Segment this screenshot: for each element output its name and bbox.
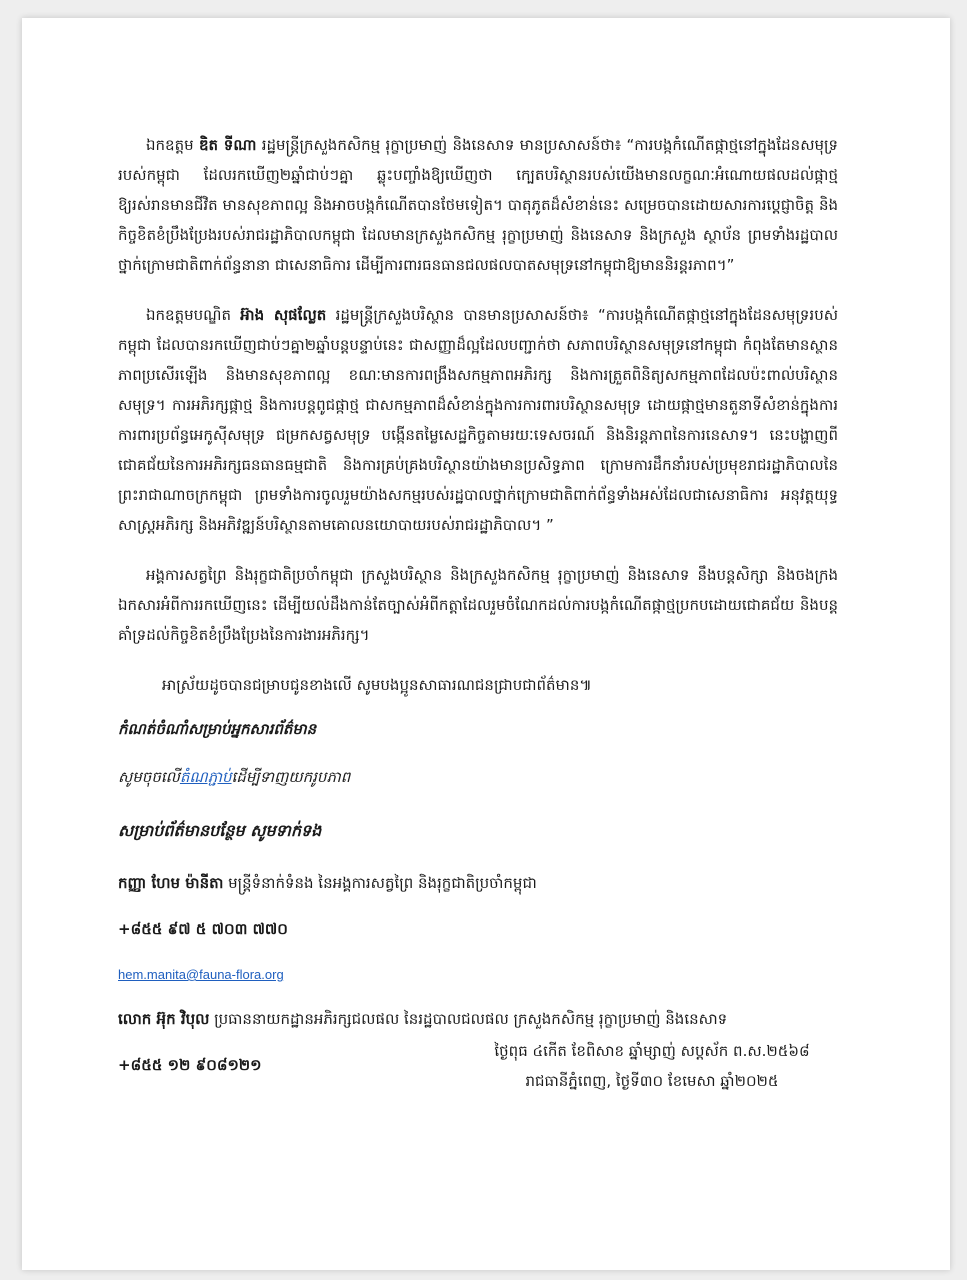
document-page: [22, 18, 950, 1270]
paragraph-text: រដ្ឋមន្ត្រីក្រសួងកសិកម្ម រុក្ខាប្រមាញ់ និងនេសាទ មានប្រសាសន៍ថា៖ “ការបង្កកំណើតផ្កាថ្មនៅក្នុងដែនសមុទ្ររបស់កម្ពុជា ដែលរកឃើញ២ឆ្នាំជាប់ៗគ្នា ឆ្លុះបញ្ចាំងឱ្យឃើញថា ក្បេតបរិស្ថានរបស់យើងមានលក្ខណៈអំណោយផលដល់ផ្កាថ្ម ឱ្យរស់រានមានជីវិត មានសុខភាពល្អ និងអាចបង្កកំណើតបានថែមទៀត។ បាតុភូតដ៏សំខាន់នេះ សម្រេចបានដោយសារការប្តេជ្ញាចិត្ត និងកិច្ចខិតខំប្រឹងប្រែងរបស់រាជរដ្ឋាភិបាលកម្ពុជា ដែលមានក្រសួងកសិកម្ម រុក្ខាប្រមាញ់ និងនេសាទ និងក្រសួង ស្ថាប័ន ព្រមទាំងរដ្ឋបាលថ្នាក់ក្រោមជាតិពាក់ព័ន្ធនានា ជាសេនាធិការ ដើម្បីការពារធនធានជលផលបាតសមុទ្រនៅកម្ពុជាឱ្យមាននិរន្តរភាព។”: [118, 136, 838, 274]
honorific: ឯកឧត្តមបណ្ឌិត: [146, 306, 241, 324]
note-prefix: សូមចុចលើ: [118, 768, 180, 786]
contact-name: កញ្ញា ហែម ម៉ានីតា: [118, 874, 224, 892]
contact-role: មន្ត្រីទំនាក់ទំនង នៃអង្គការសត្វព្រៃ និងរុក្ខជាតិប្រចាំកម្ពុជា: [223, 874, 537, 892]
lunar-date: ថ្ងៃពុធ ៤កើត ខែពិសាខ ឆ្នាំម្សាញ់ សប្តស័ក ព.ស.២៥៦៨: [494, 1042, 810, 1060]
solar-date: រាជធានីភ្នំពេញ, ថ្ងៃទី៣០ ខែមេសា ឆ្នាំ២០២៥: [525, 1072, 779, 1090]
notes-heading: កំណត់ចំណាំសម្រាប់អ្នកសារព័ត៌មាន: [118, 720, 317, 738]
paragraph-minister-environment: [118, 300, 838, 540]
honorific: ឯកឧត្តម: [146, 136, 199, 154]
note-suffix: ដើម្បីទាញយករូបភាព: [231, 768, 351, 786]
paragraph-organizations: អង្គការសត្វព្រៃ និងរុក្ខជាតិប្រចាំកម្ពុជា ក្រសួងបរិស្ថាន និងក្រសួងកសិកម្ម រុក្ខាប្រមាញ់ និងនេសាទ នឹងបន្តសិក្សា និងចងក្រងឯកសារអំពីការរកឃើញនេះ ដើម្បីយល់ដឹងកាន់តែច្បាស់អំពីកត្តាដែលរួមចំណែកដល់ការបង្កកំណើតផ្កាថ្មប្រកបដោយជោគជ័យ និងបន្តគាំទ្រដល់កិច្ចខិតខំប្រឹងប្រែងនៃការងារអភិរក្ស។: [118, 566, 838, 644]
paragraph-minister-agriculture: [118, 130, 838, 280]
contact-heading: សម្រាប់ព័ត៌មានបន្ថែម សូមទាក់ទង: [118, 821, 322, 840]
contact-phone-1: +៨៥៥ ៩៧ ៥ ៧០៣ ៧៧០: [118, 920, 288, 938]
closing-statement: អាស្រ័យដូចបានជម្រាបជូនខាងលើ សូមបងប្អូនសាធារណជនជ្រាបជាព័ត៌មាន៕: [162, 676, 592, 694]
paragraph-text: រដ្ឋមន្ត្រីក្រសួងបរិស្ថាន បានមានប្រសាសន៍ថា៖ “ការបង្កកំណើតផ្កាថ្មនៅក្នុងដែនសមុទ្ររបស់កម្ពុជា ដែលបានរកឃើញជាប់ៗគ្នា២ឆ្នាំបន្តបន្ទាប់នេះ ជាសញ្ញាដ៏ល្អដែលបញ្ជាក់ថា សភាពបរិស្ថានសមុទ្រនៅកម្ពុជា កំពុងតែមានស្ថានភាពប្រសើរឡើង និងមានសុខភាពល្អ ខណៈមានការពង្រឹងសកម្មភាពអភិរក្ស និងការត្រួតពិនិត្យសកម្មភាពដែលប៉ះពាល់បរិស្ថានសមុទ្រ។ ការអភិរក្សផ្កាថ្ម និងការបន្តពូជផ្កាថ្ម ជាសកម្មភាពដ៏សំខាន់ក្នុងការការពារបរិស្ថានសមុទ្រ ដោយផ្កាថ្មមានតួនាទីសំខាន់ក្នុងការការពារប្រព័ន្ធអេកូស៊ីសមុទ្រ ជម្រកសត្វសមុទ្រ បង្កើនតម្លៃសេដ្ឋកិច្ចតាមរយៈទេសចរណ៍ និងនិរន្តភាពនៃការនេសាទ។ នេះបង្ហាញពីជោគជ័យនៃការអភិរក្សធនធានធម្មជាតិ និងការគ្រប់គ្រងបរិស្ថានយ៉ាងមានប្រសិទ្ធភាព ក្រោមការដឹកនាំរបស់ប្រមុខរាជរដ្ឋាភិបាលនៃព្រះរាជាណាចក្រកម្ពុជា ព្រមទាំងការចូលរួមយ៉ាងសកម្មរបស់រដ្ឋបាលថ្នាក់ក្រោមជាតិពាក់ព័ន្ធទាំងអស់ដែលជាសេនាធិការ អនុវត្តយុទ្ធសាស្ត្រអភិរក្ស និងអភិវឌ្ឍន៍បរិស្ថានតាមគោលនយោបាយរបស់រាជរដ្ឋាភិបាល។ ”: [118, 306, 838, 534]
contact-phone-2: +៨៥៥ ១២ ៩០៨១២១: [118, 1056, 262, 1074]
contact-person-2: [118, 1004, 838, 1034]
contact-email-link[interactable]: hem.manita@fauna-flora.org: [118, 967, 284, 982]
image-download-link[interactable]: តំណភ្ជាប់: [179, 768, 232, 786]
minister-name: ឌិត ទីណា: [198, 136, 257, 154]
contact-name: លោក អ៊ុក វិបុល: [118, 1010, 210, 1028]
date-block: [442, 1036, 862, 1096]
contact-role: ប្រធាននាយកដ្ឋានអភិរក្សជលផល នៃរដ្ឋបាលជលផល ក្រសួងកសិកម្ម រុក្ខាប្រមាញ់ និងនេសាទ: [209, 1010, 728, 1028]
image-download-note: [118, 762, 838, 792]
minister-name: អ៊ាង សុផល្លែត: [240, 306, 327, 324]
press-release-body: [118, 130, 838, 1096]
contact-person-1: [118, 868, 838, 898]
